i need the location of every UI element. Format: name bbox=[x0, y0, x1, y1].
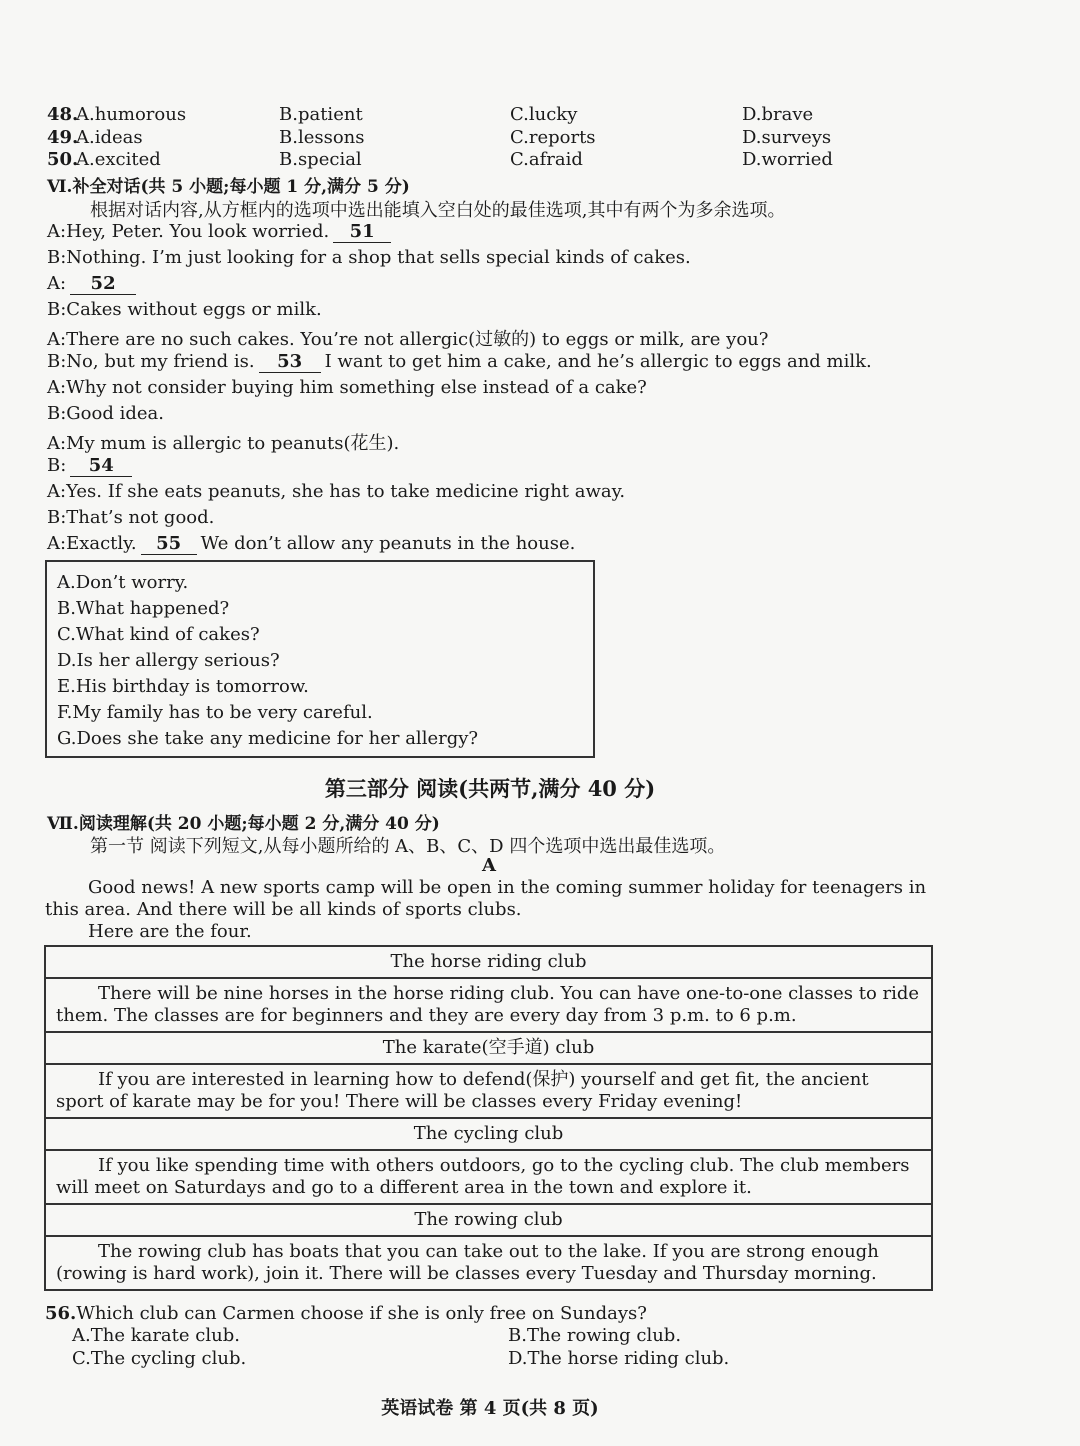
option-d: D.worried bbox=[742, 149, 833, 170]
club-name: The cycling club bbox=[46, 1119, 931, 1151]
dialogue-line: A:Why not consider buying him something else instead of a cake? bbox=[47, 377, 647, 398]
club-description: If you like spending time with others outdoors, go to the cycling club. The club members will meet on Saturdays and go to a different area in the town and explore it. bbox=[46, 1151, 931, 1205]
part3-title: 第三部分 阅读(共两节,满分 40 分) bbox=[324, 776, 656, 801]
club-description: The rowing club has boats that you can take out to the lake. If you are strong enough (rowing is hard work), join it. There will be classes every Tuesday and Thursday morning. bbox=[56, 1241, 879, 1284]
option-b: B.The rowing club. bbox=[508, 1325, 682, 1346]
option-item: A.Don’t worry. bbox=[57, 572, 189, 593]
question-49 bbox=[47, 127, 947, 149]
dialogue-line: A: 52 bbox=[47, 273, 140, 295]
option-d: D.surveys bbox=[742, 127, 832, 148]
section6-instruction: 根据对话内容,从方框内的选项中选出能填入空白处的最佳选项,其中有两个为多余选项。 bbox=[90, 200, 786, 221]
club-description: If you are interested in learning how to defend(保护) yourself and get fit, the ancient sport of karate may be for you! There will be classes every Friday evening! bbox=[46, 1065, 931, 1119]
dialogue-line: A:There are no such cakes. You’re not allergic(过敏的) to eggs or milk, are you? bbox=[47, 329, 769, 350]
club-name: The horse riding club bbox=[46, 947, 931, 979]
question-number: 50. bbox=[47, 149, 79, 170]
club-name: The rowing club bbox=[46, 1205, 931, 1237]
dialogue-line: B: 54 bbox=[47, 455, 136, 477]
question-56 bbox=[45, 1303, 647, 1324]
option-item: B.What happened? bbox=[57, 598, 230, 619]
option-c: C.afraid bbox=[510, 149, 583, 170]
dialogue-line: A:Hey, Peter. You look worried. 51 bbox=[47, 221, 395, 243]
page-footer: 英语试卷 第 4 页(共 8 页) bbox=[381, 1398, 599, 1419]
dialogue-line: B:No, but my friend is. 53 I want to get him a cake, and he’s allergic to eggs and milk. bbox=[47, 351, 872, 372]
option-item: F.My family has to be very careful. bbox=[57, 702, 373, 723]
blank-54: 54 bbox=[70, 455, 132, 477]
option-item: D.Is her allergy serious? bbox=[57, 650, 280, 671]
section7-instruction: 第一节 阅读下列短文,从每小题所给的 A、B、C、D 四个选项中选出最佳选项。 bbox=[90, 836, 726, 857]
section7-heading: Ⅶ.阅读理解(共 20 小题;每小题 2 分,满分 40 分) bbox=[47, 814, 440, 834]
option-d: D.brave bbox=[742, 104, 814, 125]
option-b: B.lessons bbox=[279, 127, 365, 148]
dialogue-line: A:Yes. If she eats peanuts, she has to take medicine right away. bbox=[47, 481, 626, 502]
option-item: E.His birthday is tomorrow. bbox=[57, 676, 309, 697]
passage-intro-3: Here are the four. bbox=[88, 921, 252, 942]
option-c: C.lucky bbox=[510, 104, 578, 125]
blank-55: 55 bbox=[141, 533, 197, 555]
clubs-table bbox=[44, 945, 933, 1291]
dialogue-line: B:That’s not good. bbox=[47, 507, 215, 528]
options-box bbox=[45, 560, 595, 758]
option-c: C.The cycling club. bbox=[72, 1348, 247, 1369]
club-description: There will be nine horses in the horse riding club. You can have one-to-one classes to ride them. The classes are for beginners and they are every day from 3 p.m. to 6 p.m. bbox=[46, 979, 931, 1033]
option-a: A.humorous bbox=[76, 104, 187, 125]
option-a: A.excited bbox=[76, 149, 161, 170]
dialogue-line: A:Exactly. 55 We don’t allow any peanuts in the house. bbox=[47, 533, 576, 554]
question-50 bbox=[47, 149, 947, 171]
question-number: 56. bbox=[45, 1303, 77, 1324]
club-name: The karate(空手道) club bbox=[46, 1033, 931, 1065]
option-b: B.special bbox=[279, 149, 362, 170]
section6-heading: Ⅵ.补全对话(共 5 小题;每小题 1 分,满分 5 分) bbox=[47, 177, 410, 197]
blank-52: 52 bbox=[70, 273, 136, 295]
blank-51: 51 bbox=[333, 221, 391, 243]
blank-53: 53 bbox=[259, 351, 321, 373]
option-d: D.The horse riding club. bbox=[508, 1348, 730, 1369]
option-item: G.Does she take any medicine for her allergy? bbox=[57, 728, 479, 749]
option-c: C.reports bbox=[510, 127, 596, 148]
question-48 bbox=[47, 104, 947, 126]
dialogue-line: A:My mum is allergic to peanuts(花生). bbox=[47, 433, 400, 454]
passage-intro-1: Good news! A new sports camp will be open in the coming summer holiday for teenagers in bbox=[88, 877, 927, 898]
passage-intro-2: this area. And there will be all kinds of sports clubs. bbox=[45, 899, 522, 920]
option-a: A.The karate club. bbox=[72, 1325, 240, 1346]
option-a: A.ideas bbox=[76, 127, 143, 148]
dialogue-line: B:Good idea. bbox=[47, 403, 164, 424]
dialogue-line: B:Cakes without eggs or milk. bbox=[47, 299, 322, 320]
question-number: 48. bbox=[47, 104, 79, 125]
option-item: C.What kind of cakes? bbox=[57, 624, 260, 645]
question-number: 49. bbox=[47, 127, 79, 148]
question-stem: Which club can Carmen choose if she is only free on Sundays? bbox=[76, 1303, 647, 1324]
option-b: B.patient bbox=[279, 104, 363, 125]
dialogue-line: B:Nothing. I’m just looking for a shop that sells special kinds of cakes. bbox=[47, 247, 691, 268]
passage-letter: A bbox=[482, 855, 496, 876]
